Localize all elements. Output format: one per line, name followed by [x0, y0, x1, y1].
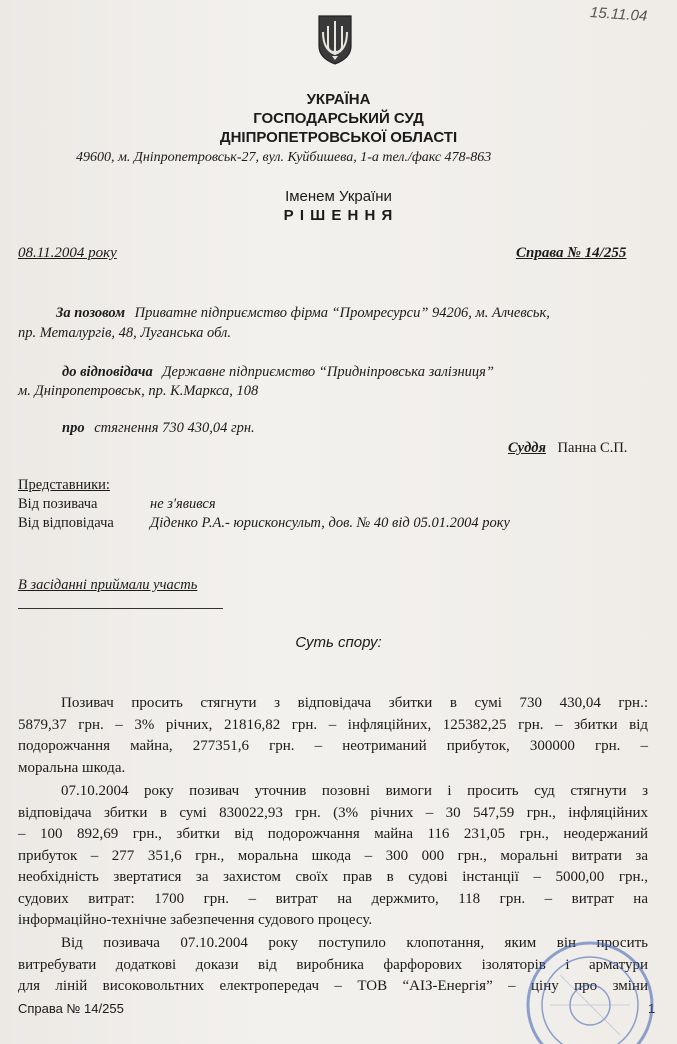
blank-line-divider	[18, 608, 223, 609]
country-title: УКРАЇНА	[306, 91, 371, 108]
defendant-name: Державне підприємство “Придніпровська залізниця”	[162, 364, 494, 380]
page-number: 1	[648, 1001, 656, 1016]
p2-line: судових витрат: 1700 грн. – витрат на держмито, 118 грн. – витрат на	[18, 890, 648, 907]
p1-line: 5879,37 грн. – 3% річних, 21816,82 грн. – інфляційних, 125382,25 грн. – збитки від	[18, 716, 648, 733]
footer-case-number: Справа № 14/255	[18, 1001, 124, 1016]
claim-subject	[62, 420, 255, 437]
session-participants: В засіданні приймали участь	[18, 577, 198, 593]
p3-line: витребувати додаткові докази від виробника фарфорових ізоляторів і арматури	[18, 956, 648, 973]
p2-line: відповідача збитки в сумі 830022,93 грн. (3% річних – 30 547,59 грн., інфляційних	[18, 804, 648, 821]
case-number: Справа № 14/255	[516, 245, 627, 261]
p1-line: Позивач просить стягнути з відповідача збитки в сумі 730 430,04 грн.:	[61, 695, 648, 711]
p2-line: 07.10.2004 року позивач уточнив позовні вимоги і просить суд стягнути з	[61, 783, 648, 799]
plaintiff-name: Приватне підприємство фірма “Промресурси” 94206, м. Алчевськ,	[134, 305, 550, 321]
p1-line: подорожчання майна, 277351,6 грн. – неотриманий прибуток, 300000 грн. –	[18, 738, 648, 754]
court-title-line1: ГОСПОДАРСЬКИЙ СУД	[253, 110, 424, 127]
in-name-of-ukraine: Іменем України	[285, 188, 392, 205]
defendant-label: до відповідача	[62, 364, 153, 380]
rep-plaintiff-value: не з'явився	[150, 496, 216, 512]
about-text: стягнення 730 430,04 грн.	[94, 420, 255, 436]
defendant-line1	[62, 364, 652, 381]
p3-line: Від позивача 07.10.2004 року поступило клопотання, яким він просить	[61, 935, 648, 951]
decision-date: 08.11.2004 року	[18, 245, 117, 261]
rep-plaintiff-label: Від позивача	[18, 496, 98, 512]
decision-title: Р І Ш Е Н Н Я	[283, 207, 394, 224]
representatives-title: Представники:	[18, 477, 110, 493]
judge-line	[508, 440, 627, 457]
plaintiff-address: пр. Металургів, 48, Луганська обл.	[18, 325, 231, 341]
p2-line: – 100 892,69 грн., збитки від подорожчання майна 116 231,05 грн., неодержаний	[18, 826, 648, 842]
tryzub-emblem-icon	[315, 12, 355, 66]
plaintiff-label: За позовом	[56, 305, 126, 321]
rep-defendant-label: Від відповідача	[18, 515, 114, 531]
essence-title: Суть спору:	[295, 634, 382, 651]
defendant-address: м. Дніпропетровськ, пр. К.Маркса, 108	[18, 383, 259, 399]
court-address: 49600, м. Дніпропетровськ-27, вул. Куйбишева, 1-а тел./факс 478-863	[76, 150, 492, 165]
about-label: про	[62, 420, 85, 436]
judge-label: Суддя	[508, 440, 546, 456]
p3-line: для ліній високовольтних електропередач – ТОВ “АІЗ-Енергія” – ціну про зміни	[18, 978, 648, 994]
p1-line: моральна шкода.	[18, 759, 126, 776]
paragraph-1	[18, 693, 648, 779]
p2-line: інформаційно-технічне забезпечення судового процесу.	[18, 912, 373, 928]
p2-line: прибуток – 277 351,6 грн., моральна шкода – 300 000 грн., моральні витрати за	[18, 847, 648, 864]
rep-defendant-value: Діденко Р.А.- юрисконсульт, дов. № 40 від 05.01.2004 року	[150, 515, 510, 531]
paragraph-2	[18, 781, 648, 932]
plaintiff-line1	[56, 305, 648, 322]
round-seal-stamp	[520, 935, 660, 1044]
p2-line: необхідність звертатися за захистом своїх прав в судові інстанції – 5000,00 грн.,	[18, 869, 648, 885]
court-title-line2: ДНІПРОПЕТРОВСЬКОЇ ОБЛАСТІ	[219, 129, 458, 146]
judge-name: Панна С.П.	[557, 440, 628, 456]
handwritten-date: 15.11.04	[589, 4, 648, 25]
